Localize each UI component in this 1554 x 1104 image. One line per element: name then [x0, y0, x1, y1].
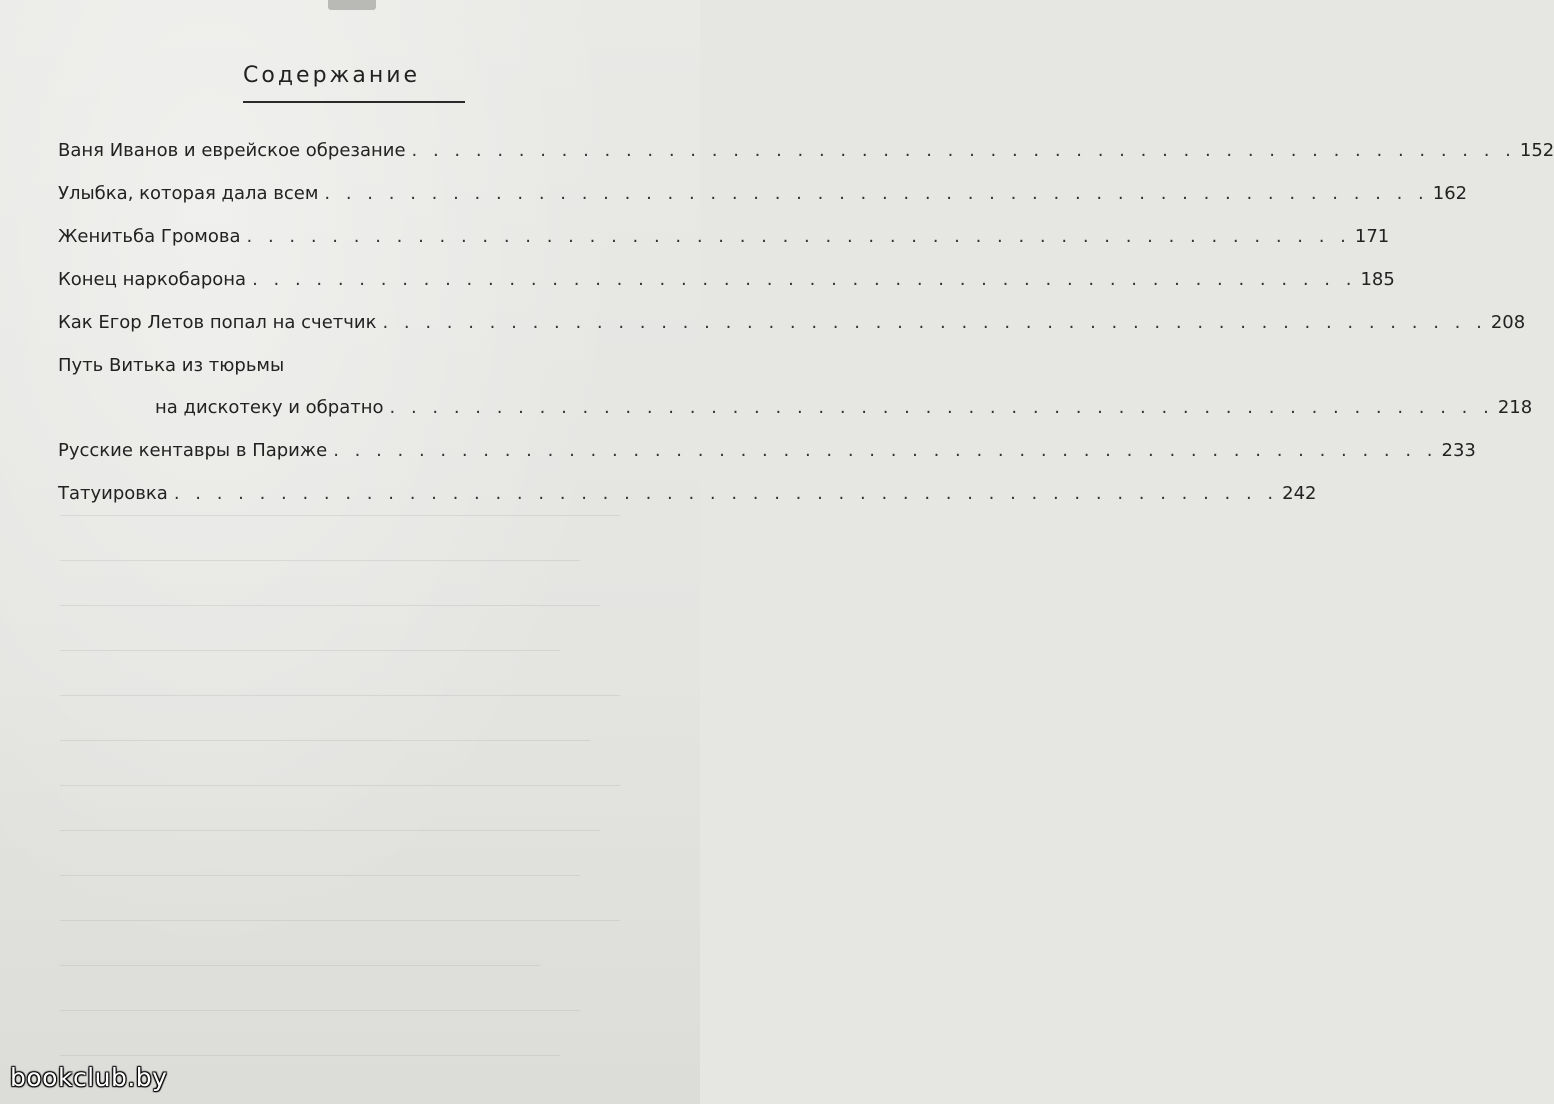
entry-page: 171 [1354, 226, 1390, 247]
entry-title: Русские кентавры в Париже [58, 440, 328, 461]
dot-leader: . . . . . . . . . . . . . . . . . . . . . . . . . . . . . . . . . . . . . . . . . . . . . . . . . . . . [411, 140, 1516, 161]
entry-page: 233 [1441, 440, 1476, 461]
entry-page: 208 [1490, 312, 1526, 333]
toc-entry[interactable] [58, 438, 1476, 464]
page-edge-mark [328, 0, 376, 10]
entry-title-line2: на дискотеку и обратно [155, 397, 384, 418]
toc-entry[interactable] [58, 181, 1468, 207]
toc-entry[interactable] [58, 353, 1533, 421]
entry-title: Ваня Иванов и еврейское обрезание [58, 140, 406, 161]
entry-page: 218 [1497, 397, 1533, 418]
dot-leader: . . . . . . . . . . . . . . . . . . . . . . . . . . . . . . . . . . . . . . . . . . . . . . . . . . . . [173, 483, 1279, 504]
entry-title: Татуировка [58, 483, 168, 504]
entry-page: 185 [1360, 269, 1395, 290]
entry-page: 162 [1432, 183, 1468, 204]
dot-leader: . . . . . . . . . . . . . . . . . . . . . . . . . . . . . . . . . . . . . . . . . . . . . . . . . . . . [382, 312, 1487, 333]
toc-entry[interactable] [58, 138, 1554, 164]
toc-entry[interactable] [58, 481, 1317, 507]
dot-leader: . . . . . . . . . . . . . . . . . . . . . . . . . . . . . . . . . . . . . . . . . . . . . . . . . . . . [324, 183, 1429, 204]
dot-leader: . . . . . . . . . . . . . . . . . . . . . . . . . . . . . . . . . . . . . . . . . . . . . . . . . . . . [333, 440, 1438, 461]
toc-entry[interactable] [58, 224, 1390, 250]
entry-page: 242 [1282, 483, 1317, 504]
entry-title: Женитьба Громова [58, 226, 241, 247]
entry-title: Как Егор Летов попал на счетчик [58, 312, 377, 333]
toc-entry[interactable] [58, 310, 1526, 336]
contents-heading: Содержание [243, 63, 421, 88]
dot-leader: . . . . . . . . . . . . . . . . . . . . . . . . . . . . . . . . . . . . . . . . . . . . . . . . . . . . [246, 226, 1351, 247]
dot-leader: . . . . . . . . . . . . . . . . . . . . . . . . . . . . . . . . . . . . . . . . . . . . . . . . . . . . [252, 269, 1357, 290]
table-of-contents [58, 138, 1554, 507]
site-watermark: bookclub.by [10, 1063, 168, 1092]
dot-leader: . . . . . . . . . . . . . . . . . . . . . . . . . . . . . . . . . . . . . . . . . . . . . . . . . . . . [389, 397, 1494, 418]
heading-underline [243, 101, 465, 103]
entry-title: Конец наркобарона [58, 269, 247, 290]
entry-title-line1: Путь Витька из тюрьмы [58, 355, 285, 376]
toc-entry[interactable] [58, 267, 1395, 293]
entry-page: 152 [1519, 140, 1554, 161]
entry-title: Улыбка, которая дала всем [58, 183, 319, 204]
